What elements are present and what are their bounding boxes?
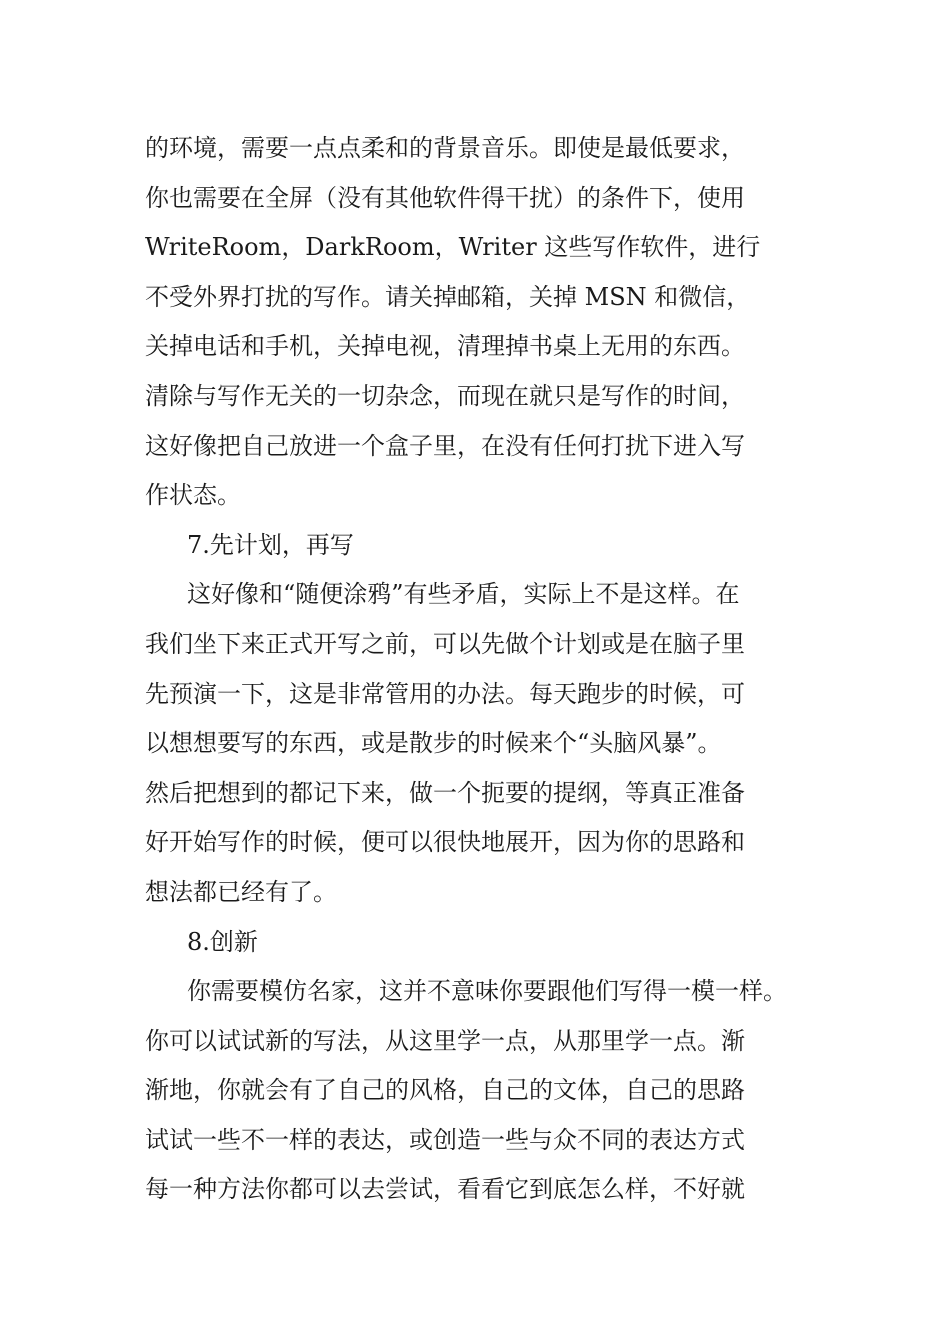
text-line: 然后把想到的都记下来，做一个扼要的提纲，等真正准备 [145, 778, 745, 807]
text-line: 好开始写作的时候，便可以很快地展开，因为你的思路和 [145, 828, 745, 857]
text-line: 的环境，需要一点点柔和的背景音乐。即使是最低要求， [145, 134, 745, 162]
section-heading: 7.先计划，再写 [187, 530, 354, 559]
text-line: 你也需要在全屏（没有其他软件得干扰）的条件下，使用 [145, 183, 745, 212]
text-line: 我们坐下来正式开写之前，可以先做个计划或是在脑子里 [145, 629, 745, 658]
text-line: 清除与写作无关的一切杂念，而现在就只是写作的时间， [145, 381, 745, 410]
text-line: 这好像把自己放进一个盒子里，在没有任何打扰下进入写 [145, 431, 745, 460]
text-line: 试试一些不一样的表达，或创造一些与众不同的表达方式 [145, 1125, 745, 1154]
text-line: 作状态。 [145, 481, 241, 510]
body-text [145, 124, 835, 1215]
text-line: 每一种方法你都可以去尝试，看看它到底怎么样，不好就 [145, 1175, 745, 1204]
paragraph-start-line: 你需要模仿名家，这并不意味你要跟他们写得一模一样。 [187, 977, 787, 1006]
text-line: WriteRoom，DarkRoom，Writer 这些写作软件，进行 [145, 233, 761, 262]
text-line: 先预演一下，这是非常管用的办法。每天跑步的时候，可 [145, 679, 745, 708]
text-line: 不受外界打扰的写作。请关掉邮箱，关掉 MSN 和微信， [145, 282, 751, 311]
section-heading: 8.创新 [187, 927, 258, 956]
text-line: 关掉电话和手机，关掉电视，清理掉书桌上无用的东西。 [145, 332, 745, 361]
text-line: 你可以试试新的写法，从这里学一点，从那里学一点。渐 [145, 1026, 745, 1055]
text-line: 以想想要写的东西，或是散步的时候来个“头脑风暴”。 [145, 729, 722, 758]
text-line: 想法都已经有了。 [145, 877, 337, 906]
text-line: 渐地，你就会有了自己的风格，自己的文体，自己的思路 [145, 1076, 745, 1105]
paragraph-start-line: 这好像和“随便涂鸦”有些矛盾，实际上不是这样。在 [187, 580, 740, 609]
